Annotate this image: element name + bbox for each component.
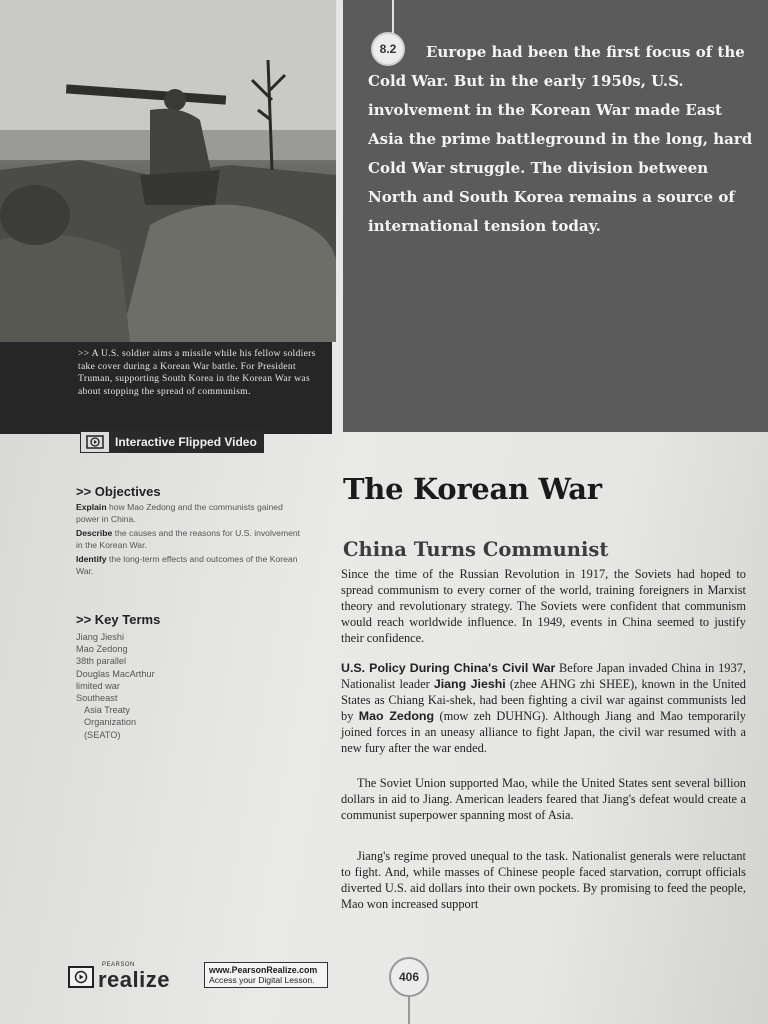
photo-caption-box: [0, 342, 332, 434]
intro-connector-line: [392, 0, 394, 34]
photo-caption: [78, 348, 323, 398]
objectives-heading: >> Objectives: [76, 484, 161, 499]
intro-text: Europe had been the first focus of the Cold War. But in the early 1950s, U.S. involvement in the Korean War made East Asia the prime battleground in the long, hard Cold War struggle. The division between North and South Korea remains a source of international tension today.: [368, 43, 753, 235]
realize-url-box: [204, 962, 328, 988]
key-term[interactable]: (SEATO): [84, 729, 121, 740]
key-term[interactable]: limited war: [76, 680, 120, 691]
key-term-inline: Jiang Jieshi: [433, 676, 506, 691]
lesson-title: The Korean War: [343, 472, 602, 506]
war-photo: [0, 0, 336, 342]
caption-text: A U.S. soldier aims a missile while his fellow soldiers take cover during a Korean War battle. For President Truman, supporting South Korea in the Korean War was about stopping the spread of communism.: [78, 348, 316, 397]
key-term[interactable]: 38th parallel: [76, 656, 127, 667]
key-term[interactable]: Douglas MacArthur: [76, 668, 155, 679]
key-term[interactable]: Asia Treaty: [84, 705, 130, 716]
key-term-inline: Mao Zedong: [358, 708, 435, 723]
key-terms-heading: >> Key Terms: [76, 612, 161, 627]
key-term[interactable]: Jiang Jieshi: [76, 632, 125, 642]
realize-wordmark: realize: [98, 967, 170, 992]
pearson-realize-link[interactable]: [68, 962, 318, 992]
section-badge: 8.2: [371, 32, 405, 66]
body-paragraph: Since the time of the Russian Revolution in 1917, the Soviets had hoped to spread communism to every corner of the world, training foreigners in Marxist theory and revolutionary strategy. The Soviets were confident that communism would reach worldwide influence. In 1949, events in China seemed to justify their confidence.: [341, 567, 746, 645]
page-number: 406: [389, 957, 429, 997]
runin-heading: U.S. Policy During China's Civil War: [341, 661, 556, 675]
objective-item: Explain how Mao Zedong and the communists gained power in China.: [76, 502, 283, 524]
key-term[interactable]: Southeast: [76, 693, 118, 704]
section-subhead: China Turns Communist: [343, 538, 609, 561]
play-icon: [81, 432, 111, 452]
interactive-flipped-video-button[interactable]: [80, 431, 264, 453]
objective-item: Identify the long-term effects and outcomes of the Korean War.: [76, 554, 298, 576]
body-paragraph: Jiang's regime proved unequal to the task. Nationalist generals were reluctant to fight. And, while masses of Chinese people faced starvation, corrupt officials diverted U.S. aid dollars into their own pockets. By promising to feed the people, Mao won increased support: [341, 849, 746, 911]
objective-item: Describe the causes and the reasons for U.S. involvement in the Korean War.: [76, 528, 301, 550]
body-paragraph: The Soviet Union supported Mao, while the United States sent several billion dollars in aid to Jiang. American leaders feared that Jiang's defeat would create a communist superpower spanning most of Asia.: [341, 776, 746, 822]
realize-url[interactable]: www.PearsonRealize.com: [209, 965, 318, 975]
key-terms-list: [76, 631, 155, 741]
key-term[interactable]: Mao Zedong: [76, 644, 128, 655]
play-icon: [68, 966, 94, 988]
key-term[interactable]: Organization: [84, 717, 137, 728]
video-button-label: Interactive Flipped Video: [115, 435, 257, 449]
objectives-list: [76, 502, 308, 581]
pearson-label: PEARSON: [102, 962, 135, 968]
body-paragraph: U.S. Policy During China's Civil War Before Japan invaded China in 1937, Nationalist leader Jiang Jieshi (zhee AHNG zhi SHEE), known in the United States as Chiang Kai-shek, had been fighting a civil war against communists led by Mao Zedong (mow zeh DUHNG). Although Jiang and Mao temporarily joined forces in an uneasy alliance to fight Japan, the civil war resumed with a new fury after the war ended.: [341, 661, 746, 755]
realize-tagline: Access your Digital Lesson.: [209, 975, 315, 985]
page-number-line: [408, 994, 410, 1024]
caption-marker: >>: [78, 348, 90, 359]
